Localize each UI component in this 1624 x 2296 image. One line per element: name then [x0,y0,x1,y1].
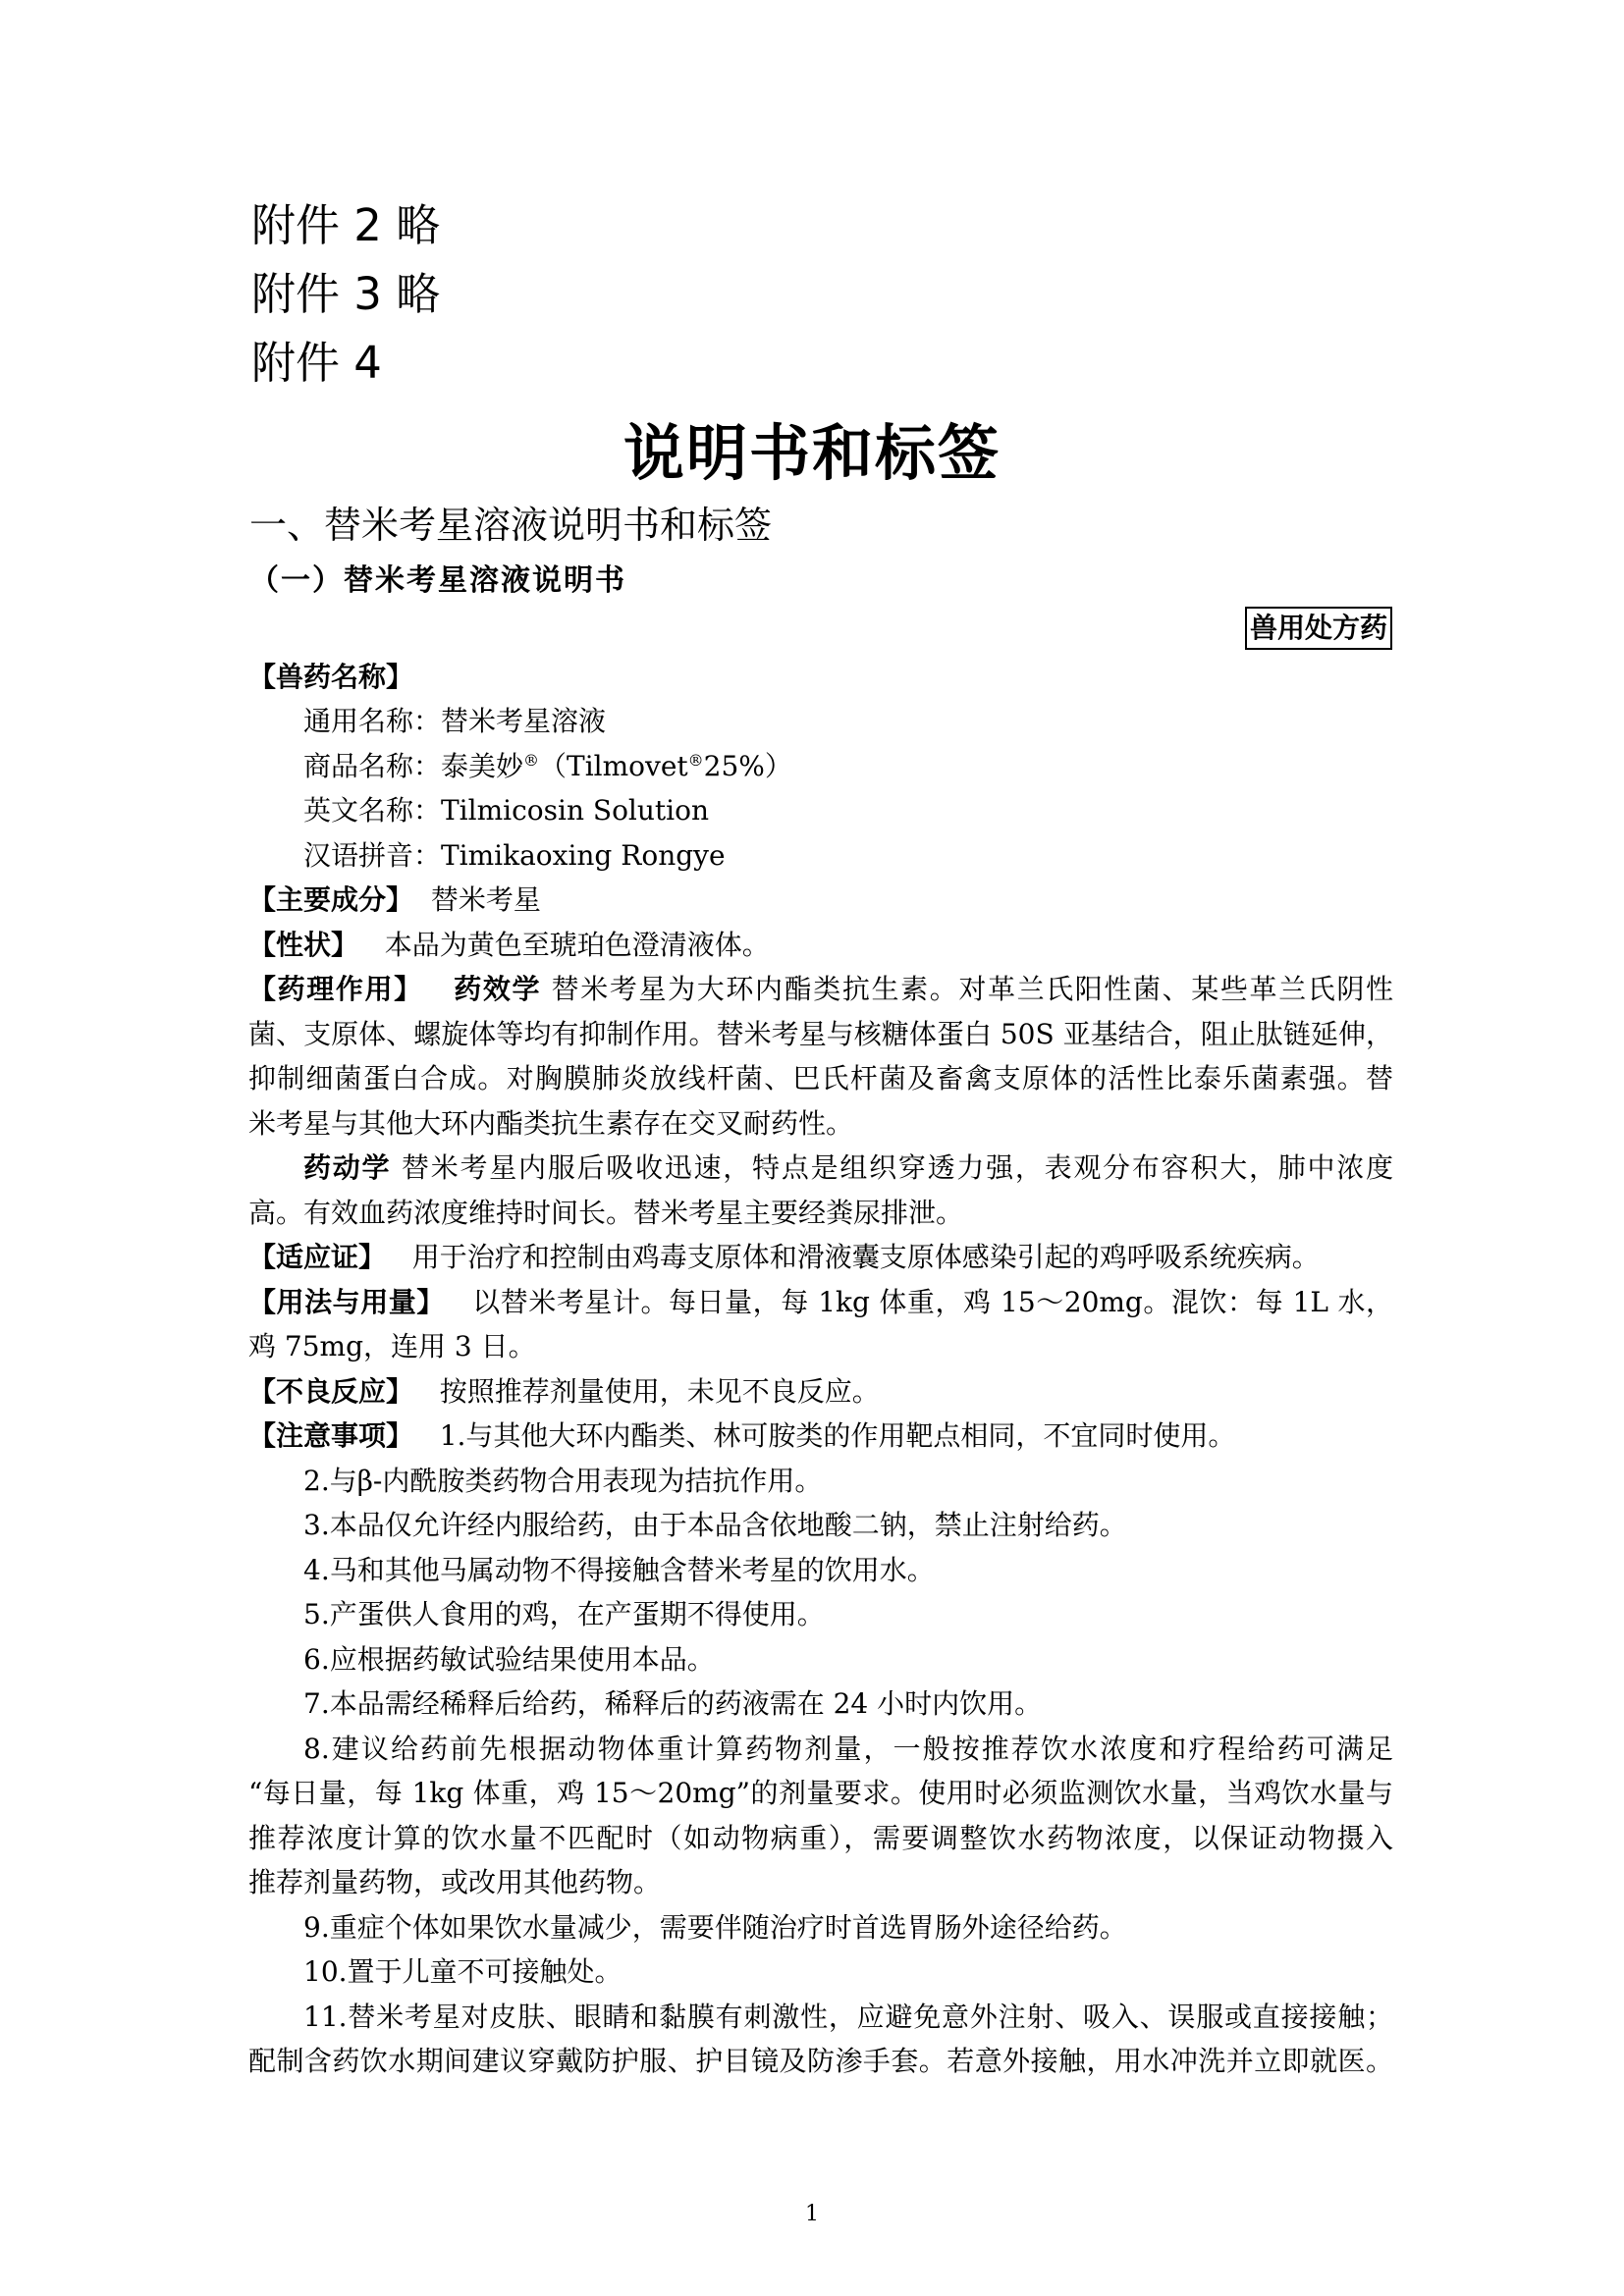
precaution-item: 6.应根据药敏试验结果使用本品。 [303,1643,715,1676]
precaution-item-8-line-4: 推荐剂量药物，或改用其他药物。 [248,1866,662,1898]
precaution-item: 2.与β-内酰胺类药物合用表现为拮抗作用。 [303,1465,823,1497]
dosage-line-1: 【用法与用量】 以替米考星计。每日量，每 1kg 体重，鸡 15～20mg。混饮：每 1L 水， [248,1286,1393,1318]
trade-name: 商品名称：泰美妙®（Tilmovet®25%） [303,750,792,782]
precaution-item-8-line-2: “每日量，每 1kg 体重，鸡 15～20mg”的剂量要求。使用时必须监测饮水量，当鸡饮水量与 [248,1777,1393,1809]
page-number: 1 [805,2202,819,2226]
properties-row: 【性状】 本品为黄色至琥珀色澄清液体。 [248,929,770,961]
precaution-item: 3.本品仅允许经内服给药，由于本品含依地酸二钠，禁止注射给药。 [303,1509,1127,1541]
precaution-item-8-line-3: 推荐浓度计算的饮水量不匹配时（如动物病重），需要调整饮水药物浓度，以保证动物摄入 [248,1822,1393,1854]
pharmacokinetics-line-1: 药动学 替米考星内服后吸收迅速，特点是组织穿透力强，表观分布容积大，肺中浓度 [303,1151,1393,1184]
pharmacology-line-2: 菌、支原体、螺旋体等均有抑制作用。替米考星与核糖体蛋白 50S 亚基结合，阻止肽链延伸， [248,1018,1393,1050]
precautions-first: 【注意事项】 1.与其他大环内酯类、林可胺类的作用靶点相同，不宜同时使用。 [248,1419,1236,1452]
pharmacokinetics-line-2: 高。有效血药浓度维持时间长。替米考星主要经粪尿排泄。 [248,1197,964,1229]
rx-badge: 兽用处方药 [1245,607,1392,650]
english-name: 英文名称：Tilmicosin Solution [303,794,710,827]
precaution-item-8-line-1: 8.建议给药前先根据动物体重计算药物剂量，一般按推荐饮水浓度和疗程给药可满足 [303,1733,1393,1765]
attachment-4: 附件 4 [251,337,382,389]
precaution-item: 7.本品需经稀释后给药，稀释后的药液需在 24 小时内饮用。 [303,1687,1043,1720]
section-heading: 一、替米考星溶液说明书和标签 [249,504,773,547]
precaution-item-11-line-2: 配制含药饮水期间建议穿戴防护服、护目镜及防渗手套。若意外接触，用水冲洗并立即就医。 [248,2045,1393,2077]
pharmacology-line-4: 米考星与其他大环内酯类抗生素存在交叉耐药性。 [248,1107,854,1140]
precaution-item-11-line-1: 11.替米考星对皮肤、眼睛和黏膜有刺激性，应避免意外注射、吸入、误服或直接接触； [303,2001,1393,2033]
precaution-item: 4.马和其他马属动物不得接触含替米考星的饮用水。 [303,1554,935,1586]
adverse-row: 【不良反应】 按照推荐剂量使用，未见不良反应。 [248,1375,880,1408]
pharmacology-line-1: 【药理作用】 药效学 替米考星为大环内酯类抗生素。对革兰氏阳性菌、某些革兰氏阴性 [248,973,1393,1005]
precaution-item: 5.产蛋供人食用的鸡，在产蛋期不得使用。 [303,1598,825,1630]
document-title: 说明书和标签 [623,417,1001,489]
indications-row: 【适应证】 用于治疗和控制由鸡毒支原体和滑液囊支原体感染引起的鸡呼吸系统疾病。 [248,1241,1320,1273]
pharmacology-line-3: 抑制细菌蛋白合成。对胸膜肺炎放线杆菌、巴氏杆菌及畜禽支原体的活性比泰乐菌素强。替 [248,1062,1393,1095]
precaution-item: 9.重症个体如果饮水量减少，需要伴随治疗时首选胃肠外途径给药。 [303,1911,1127,1944]
precaution-item: 10.置于儿童不可接触处。 [303,1955,623,1988]
attachment-3: 附件 3 略 [251,268,441,320]
drug-name-label: 【兽药名称】 [248,661,414,693]
dosage-line-2: 鸡 75mg，连用 3 日。 [248,1330,536,1362]
subsection-heading: （一）替米考星溶液说明书 [249,563,626,598]
attachment-2: 附件 2 略 [251,199,441,251]
ingredient-row: 【主要成分】 替米考星 [248,883,541,916]
generic-name: 通用名称：替米考星溶液 [303,705,607,737]
pinyin-name: 汉语拼音：Timikaoxing Rongye [303,839,726,872]
